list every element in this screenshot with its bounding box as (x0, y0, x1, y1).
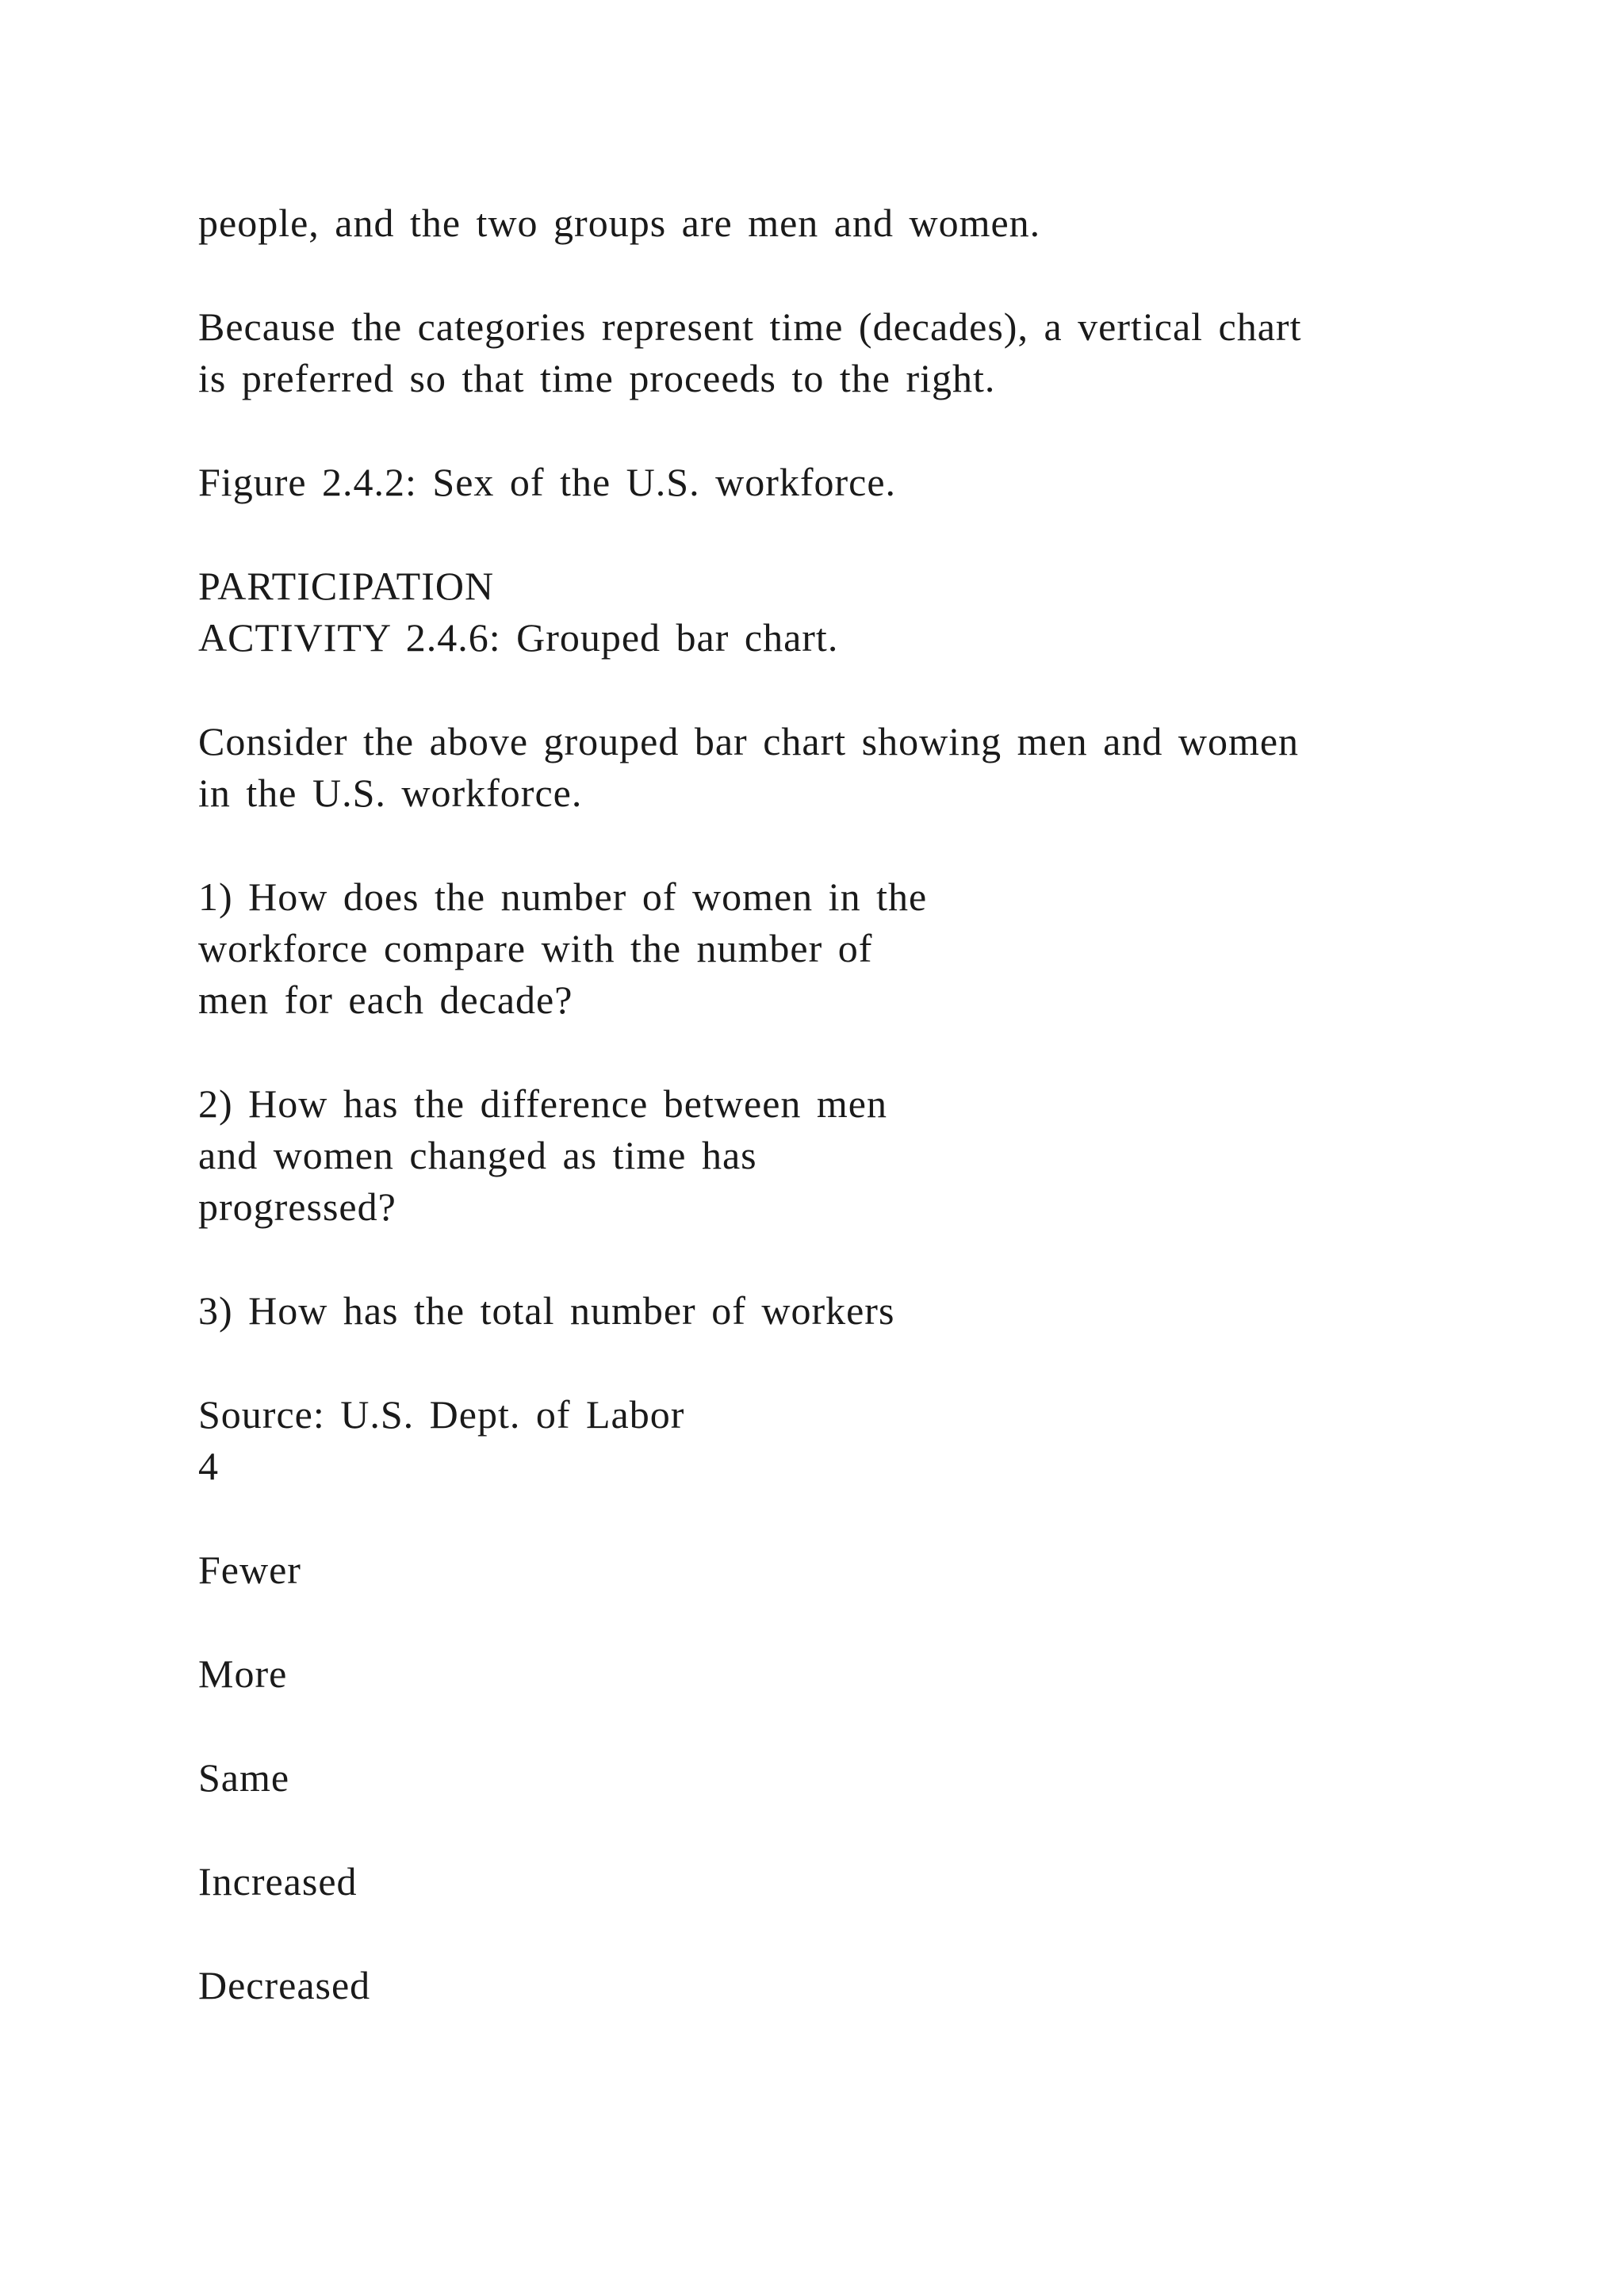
question-1-line-2: workforce compare with the number of (198, 926, 873, 970)
intro-line: people, and the two groups are men and women. (198, 201, 1041, 245)
option-same: Same (198, 1755, 290, 1800)
figure-caption: Figure 2.4.2: Sex of the U.S. workforce. (198, 460, 897, 504)
page-marker: 4 (198, 1444, 219, 1488)
question-2-line-3: progressed? (198, 1184, 396, 1229)
vertical-chart-paragraph-line-2: is preferred so that time proceeds to the right. (198, 356, 996, 400)
question-2-line-1: 2) How has the difference between men (198, 1081, 887, 1126)
source-note: Source: U.S. Dept. of Labor (198, 1392, 685, 1437)
question-1-line-1: 1) How does the number of women in the (198, 874, 928, 919)
activity-label: PARTICIPATION (198, 564, 495, 608)
consider-text-line-2: in the U.S. workforce. (198, 771, 583, 815)
consider-text-line-1: Consider the above grouped bar chart showing men and women (198, 719, 1300, 763)
option-fewer: Fewer (198, 1548, 301, 1592)
question-3-line-1: 3) How has the total number of workers (198, 1288, 895, 1333)
question-2-line-2: and women changed as time has (198, 1133, 757, 1177)
option-more: More (198, 1651, 288, 1696)
vertical-chart-paragraph-line-1: Because the categories represent time (decades), a vertical chart (198, 304, 1302, 349)
option-increased: Increased (198, 1859, 358, 1904)
activity-title: ACTIVITY 2.4.6: Grouped bar chart. (198, 615, 839, 660)
option-decreased: Decreased (198, 1963, 371, 2007)
question-1-line-3: men for each decade? (198, 978, 573, 1022)
